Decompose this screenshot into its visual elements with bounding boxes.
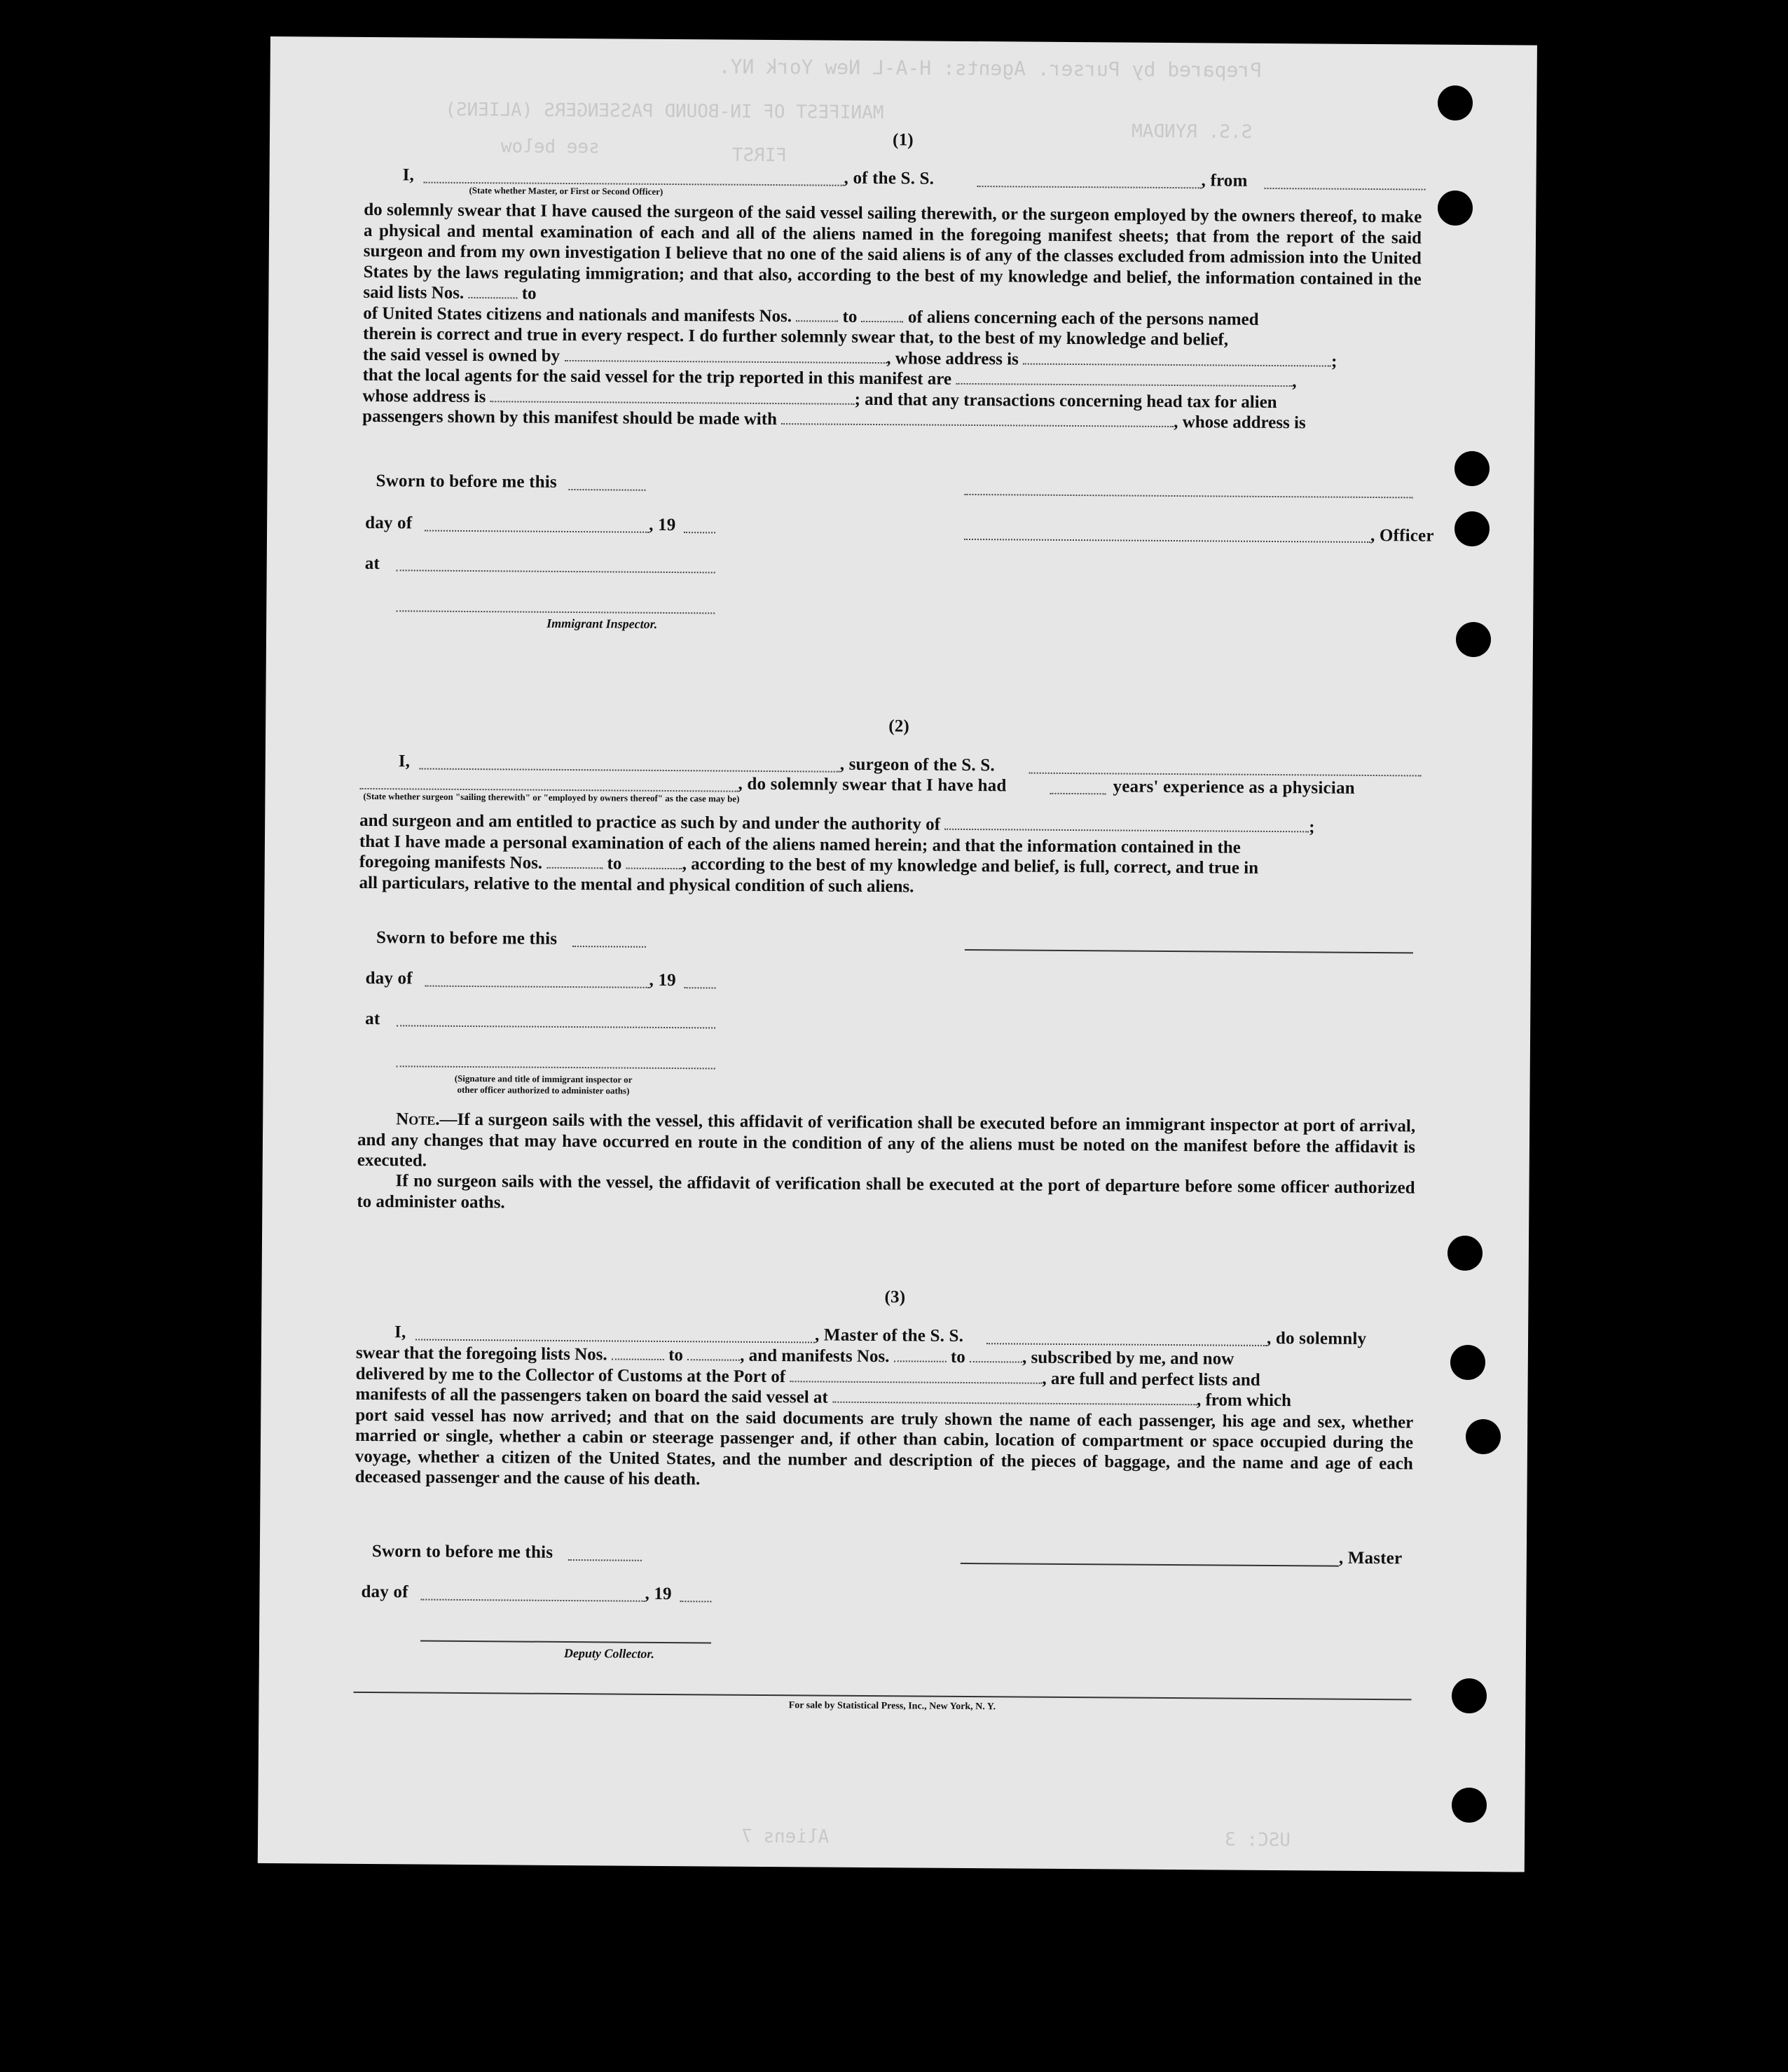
officer-label: , Officer <box>1370 525 1434 546</box>
surgeon-of-ss-label: , surgeon of the S. S. <box>839 754 995 775</box>
at-label-1: at <box>364 553 380 574</box>
punch-hole <box>1456 622 1491 657</box>
at-label-2: at <box>365 1009 380 1029</box>
bleed-through-page-foot: Aliens 7 <box>741 1825 830 1848</box>
sworn-date-field-2[interactable] <box>572 946 646 948</box>
immigrant-inspector-caption: Immigrant Inspector. <box>546 616 658 631</box>
section-3-oath-text: swear that the foregoing lists Nos. to , and manifests Nos. to , subscribed by me, and now delivered by me to the Collector of Customs at the Port of , are full and perfect lists and manifests of all the passengers taken on board the said vessel at , from which port said vessel has now arrived; and that on the said documents are truly shown the name of each passenger, his age and sex, whether married or single, whether a cabin or steerage passenger and, if other than cabin, location of compartment or space occupied during the voyage, whether a citizen of the United States, and the number and description of the pieces of baggage, and the name and age of each deceased passenger and the cause of his death. <box>355 1343 1414 1489</box>
month-field-2[interactable] <box>425 986 649 988</box>
bleed-through-prepared-by: Prepared by Purser. Agents: H-A-L New York NY. <box>718 55 1263 82</box>
master-name-field[interactable] <box>415 1339 815 1343</box>
manifest-document-page <box>258 36 1537 1872</box>
bleed-through-class: FIRST <box>731 144 788 167</box>
deputy-collector-caption: Deputy Collector. <box>563 1645 654 1661</box>
bleed-through-title: MANIFEST OF IN-BOUND PASSENGERS (ALIENS) <box>445 99 884 124</box>
from-port-field[interactable] <box>1265 188 1426 191</box>
printer-imprint: For sale by Statistical Press, Inc., New York, N. Y. <box>788 1700 996 1713</box>
of-ss-label: , of the S. S. <box>844 168 935 188</box>
punch-hole <box>1455 511 1490 546</box>
surgeon-caption: (State whether surgeon "sailing therewith" or "employed by owners thereof" as the case may be) <box>363 790 740 804</box>
day-of-label-2: day of <box>365 968 413 988</box>
note-paragraph-2: If no surgeon sails with the vessel, the affidavit of verification shall be executed at the port of departure before some officer authorized to administer oaths. <box>357 1171 1415 1212</box>
bleed-through-usc-foot: USC: 3 <box>1224 1829 1291 1851</box>
note-paragraph-1: Note.—If a surgeon sails with the vessel, this affidavit of verification shall be executed before an immigrant inspector at port of arrival, and any changes that may have occurred en route in the condition of any of the aliens must be noted on the manifest before the affidavit is executed. <box>357 1110 1416 1170</box>
year-field-3[interactable] <box>680 1601 711 1602</box>
section-2-i-label: I, <box>398 752 411 771</box>
section-1-oath-text: do solemnly swear that I have caused the surgeon of the said vessel sailing therewith, or the surgeon employed by the owners thereof, to make a physical and mental examination of each and all of the aliens named in the foregoing manifest sheets; that from the report of the said surgeon and from my own investigation I believe that no one of the said aliens is of any of the classes excluded from admission into the United States by the laws regulating immigration; and that also, according to the best of my knowledge and belief, the information contained in the said lists Nos. to of United States citizens and nationals and manifests Nos. to of aliens concerning each of the persons named therein is correct and true in every respect. I do further solemnly swear that, to the best of my knowledge and belief, the said vessel is owned by , whose address is ; that the local agents for the said vessel for the trip reported in this manifest are , whose address is ; and that any transactions concerning head tax for alien passengers shown by this manifest should be made with , whose address is <box>362 200 1422 433</box>
master-of-ss-label: , Master of the S. S. <box>814 1325 964 1346</box>
officer-signature-line-top[interactable] <box>964 494 1412 498</box>
section-1-number: (1) <box>893 130 914 150</box>
years-experience-label: years' experience as a physician <box>1113 777 1355 798</box>
year-prefix-1: , 19 <box>649 515 676 535</box>
sworn-label-3: Sworn to before me this <box>371 1542 553 1562</box>
bleed-through-see-below: see below <box>500 136 600 158</box>
sworn-label-1: Sworn to before me this <box>376 471 557 492</box>
officer-signature-field[interactable] <box>964 539 1370 543</box>
years-experience-field[interactable] <box>1050 793 1106 795</box>
sworn-label-2: Sworn to before me this <box>376 928 558 948</box>
master-vessel-field[interactable] <box>986 1343 1267 1346</box>
officer-caption: (State whether Master, or First or Second Officer) <box>469 184 663 197</box>
vessel-name-field[interactable] <box>977 186 1202 188</box>
year-field-2[interactable] <box>685 987 716 988</box>
sworn-date-field-1[interactable] <box>568 489 645 491</box>
punch-hole <box>1452 1788 1487 1823</box>
inspector-signature-field-2[interactable] <box>397 1065 715 1069</box>
surgeon-vessel-field[interactable] <box>1029 773 1422 777</box>
section-2-number: (2) <box>888 717 910 736</box>
place-field-2[interactable] <box>397 1025 715 1028</box>
inspector-signature-field-1[interactable] <box>396 610 715 614</box>
section-3-i-label: I, <box>394 1322 406 1342</box>
bleed-through-vessel: S.S. RYNDAM <box>1131 120 1253 143</box>
punch-hole <box>1455 451 1490 486</box>
year-field-1[interactable] <box>684 532 715 533</box>
signature-caption: (Signature and title of immigrant inspector or other officer authorized to administer oaths) <box>454 1072 633 1096</box>
punch-hole <box>1438 191 1473 226</box>
deputy-collector-signature-line[interactable] <box>420 1641 711 1644</box>
from-label: , from <box>1201 171 1248 191</box>
punch-hole <box>1450 1345 1485 1380</box>
sworn-date-field-3[interactable] <box>568 1559 642 1561</box>
surgeon-name-field[interactable] <box>420 768 840 773</box>
month-field-3[interactable] <box>420 1599 645 1602</box>
section-1-i-label: I, <box>402 165 415 185</box>
punch-hole <box>1466 1419 1501 1454</box>
month-field-1[interactable] <box>425 530 649 533</box>
section-2-oath-text: and surgeon and am entitled to practice as such by and under the authority of ; that I have made a personal examination of each of the aliens named herein; and that the information contained in the foregoing manifests Nos. to , according to the best of my knowledge and belief, is full, correct, and true in all particulars, relative to the mental and physical condition of such aliens. <box>359 810 1315 896</box>
master-label: , Master <box>1338 1548 1403 1568</box>
year-prefix-3: , 19 <box>645 1584 672 1604</box>
punch-hole <box>1452 1678 1487 1713</box>
master-signature-line[interactable] <box>961 1563 1339 1567</box>
punch-hole <box>1438 85 1473 120</box>
surgeon-signature-line[interactable] <box>965 949 1413 953</box>
day-of-label-1: day of <box>365 513 413 533</box>
punch-hole <box>1447 1236 1483 1271</box>
day-of-label-3: day of <box>361 1582 408 1602</box>
year-prefix-2: , 19 <box>649 970 677 990</box>
surgeon-swear-label: , do solemnly swear that I have had <box>738 774 1007 796</box>
section-3-number: (3) <box>884 1287 906 1307</box>
place-field-1[interactable] <box>397 569 715 573</box>
do-solemnly-label: , do solemnly <box>1266 1328 1367 1348</box>
